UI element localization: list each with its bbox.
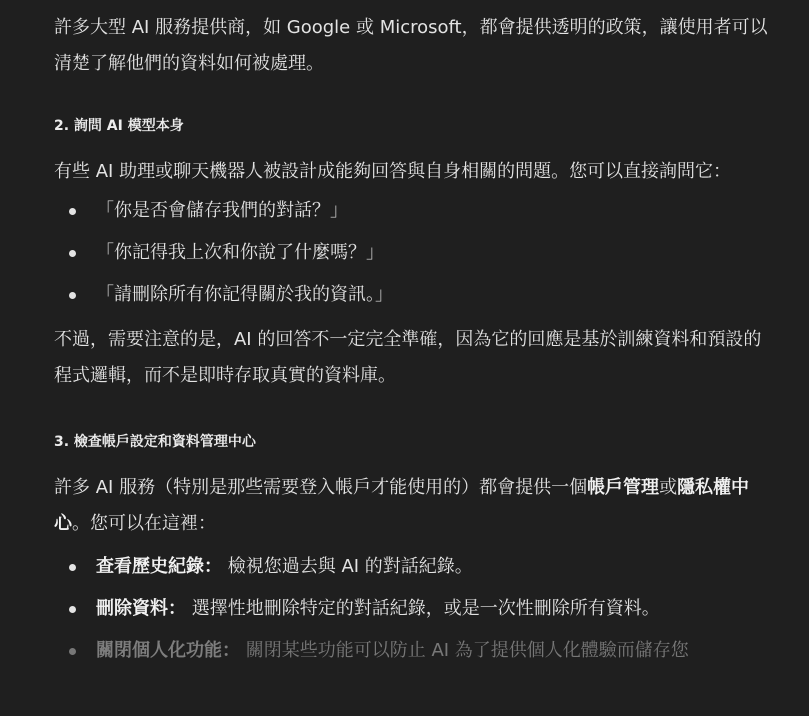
bold-term-privacy-center: 隱私權中心: [54, 477, 750, 534]
question-text: 「請刪除所有你記得關於我的資訊。」: [96, 284, 393, 305]
list-item: [54, 232, 774, 274]
action-list: [54, 546, 774, 672]
action-label: 刪除資料：: [96, 598, 186, 619]
bold-term-account-management: 帳戶管理: [587, 477, 660, 498]
bullet-dot-icon: [69, 564, 76, 571]
paragraph-text: 許多 AI 服務（特別是那些需要登入帳戶才能使用的）都會提供一個: [54, 477, 588, 498]
bullet-dot-icon: [69, 250, 76, 257]
section-heading-account-settings: 3. 檢查帳戶設定和資料管理中心: [54, 434, 256, 450]
bullet-dot-icon: [69, 208, 76, 215]
list-item: [54, 630, 774, 672]
action-text: 關閉某些功能可以防止 AI 為了提供個人化體驗而儲存您: [240, 640, 689, 661]
ask-model-paragraph: 有些 AI 助理或聊天機器人被設計成能夠回答與自身相關的問題。您可以直接詢問它：: [54, 161, 732, 182]
question-text: 「你是否會儲存我們的對話？」: [96, 200, 348, 221]
account-settings-paragraph: [54, 470, 774, 542]
action-label: 查看歷史紀錄：: [96, 556, 222, 577]
list-item: [54, 588, 774, 630]
bullet-dot-icon: [69, 606, 76, 613]
question-text: 「你記得我上次和你說了什麼嗎？」: [96, 242, 384, 263]
paragraph-text: 或: [659, 477, 678, 498]
bullet-dot-icon: [69, 648, 76, 655]
question-list: [54, 190, 774, 316]
list-item: [54, 546, 774, 588]
action-label: 關閉個人化功能：: [96, 640, 240, 661]
section-heading-ask-model: 2. 詢問 AI 模型本身: [54, 118, 184, 134]
bottom-fade-overlay: [0, 676, 809, 716]
list-item: [54, 274, 774, 316]
bullet-dot-icon: [69, 292, 76, 299]
intro-paragraph: 許多大型 AI 服務提供商，如 Google 或 Microsoft，都會提供透明的政策，讓使用者可以清楚了解他們的資料如何被處理。: [54, 17, 768, 74]
action-text: 檢視您過去與 AI 的對話紀錄。: [222, 556, 473, 577]
paragraph-text: 。您可以在這裡：: [72, 513, 216, 534]
action-text: 選擇性地刪除特定的對話紀錄，或是一次性刪除所有資料。: [186, 598, 660, 619]
list-item: [54, 190, 774, 232]
chat-response: [54, 10, 774, 672]
caveat-paragraph: 不過，需要注意的是，AI 的回答不一定完全準確，因為它的回應是基於訓練資料和預設的程式邏輯，而不是即時存取真實的資料庫。: [54, 329, 762, 386]
